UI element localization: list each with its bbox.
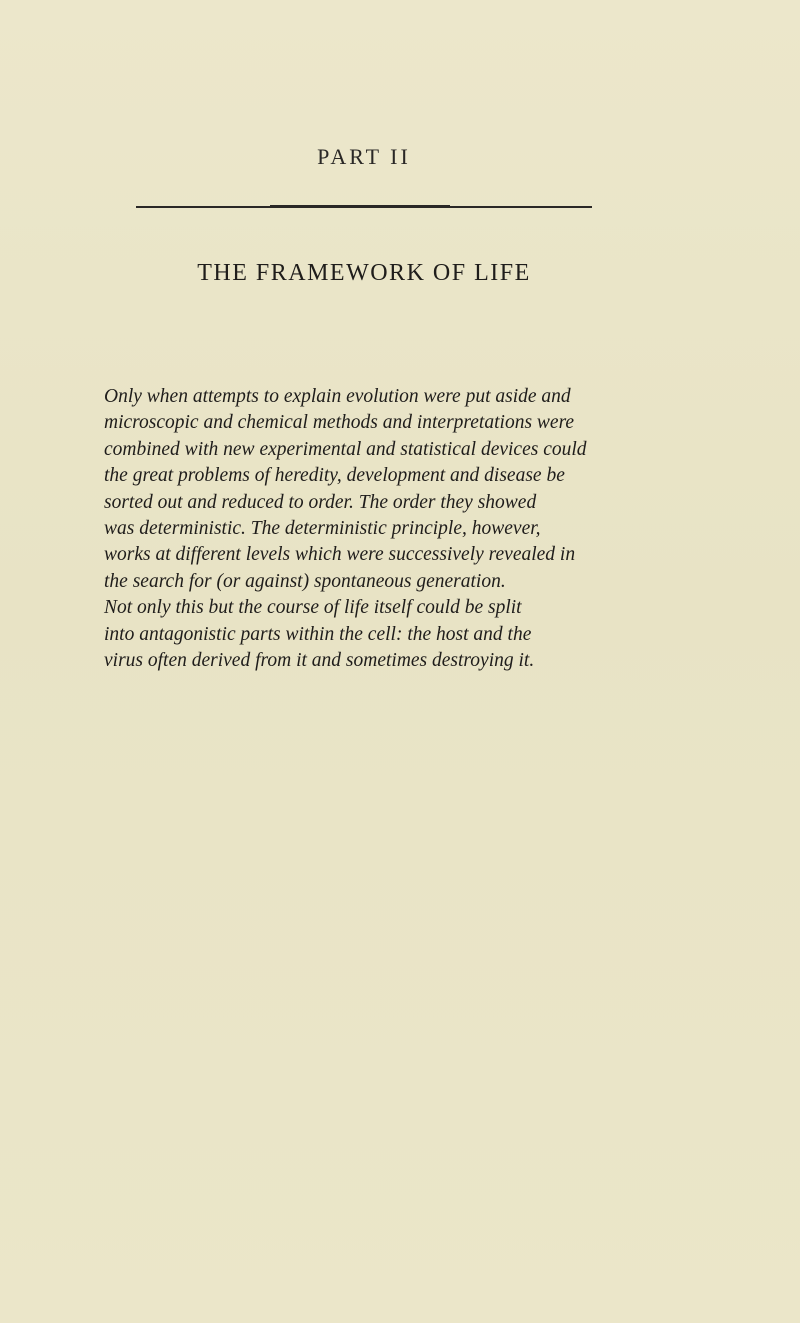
abstract-line: Only when attempts to explain evolution were put aside and [104, 386, 571, 407]
abstract-line: works at different levels which were successively revealed in [104, 544, 576, 566]
abstract-line: sorted out and reduced to order. The order they showed [104, 491, 537, 513]
abstract-line: virus often derived from it and sometimes destroying it. [104, 650, 535, 672]
abstract-line: microscopic and chemical methods and interpretations were [104, 412, 575, 434]
section-title: THE FRAMEWORK OF LIFE [197, 260, 531, 286]
divider-rule-thick-center [270, 205, 450, 208]
abstract-line: combined with new experimental and statistical devices could [104, 438, 587, 460]
abstract-line: into antagonistic parts within the cell: the host and the [104, 623, 532, 645]
abstract-paragraph [104, 384, 664, 674]
abstract-line: the great problems of heredity, development and disease be [104, 465, 565, 487]
abstract-line: Not only this but the course of life itself could be split [104, 597, 522, 619]
part-heading: PART II [317, 144, 411, 169]
abstract-line: the search for (or against) spontaneous generation. [104, 570, 506, 592]
abstract-line: was deterministic. The deterministic principle, however, [104, 518, 541, 540]
